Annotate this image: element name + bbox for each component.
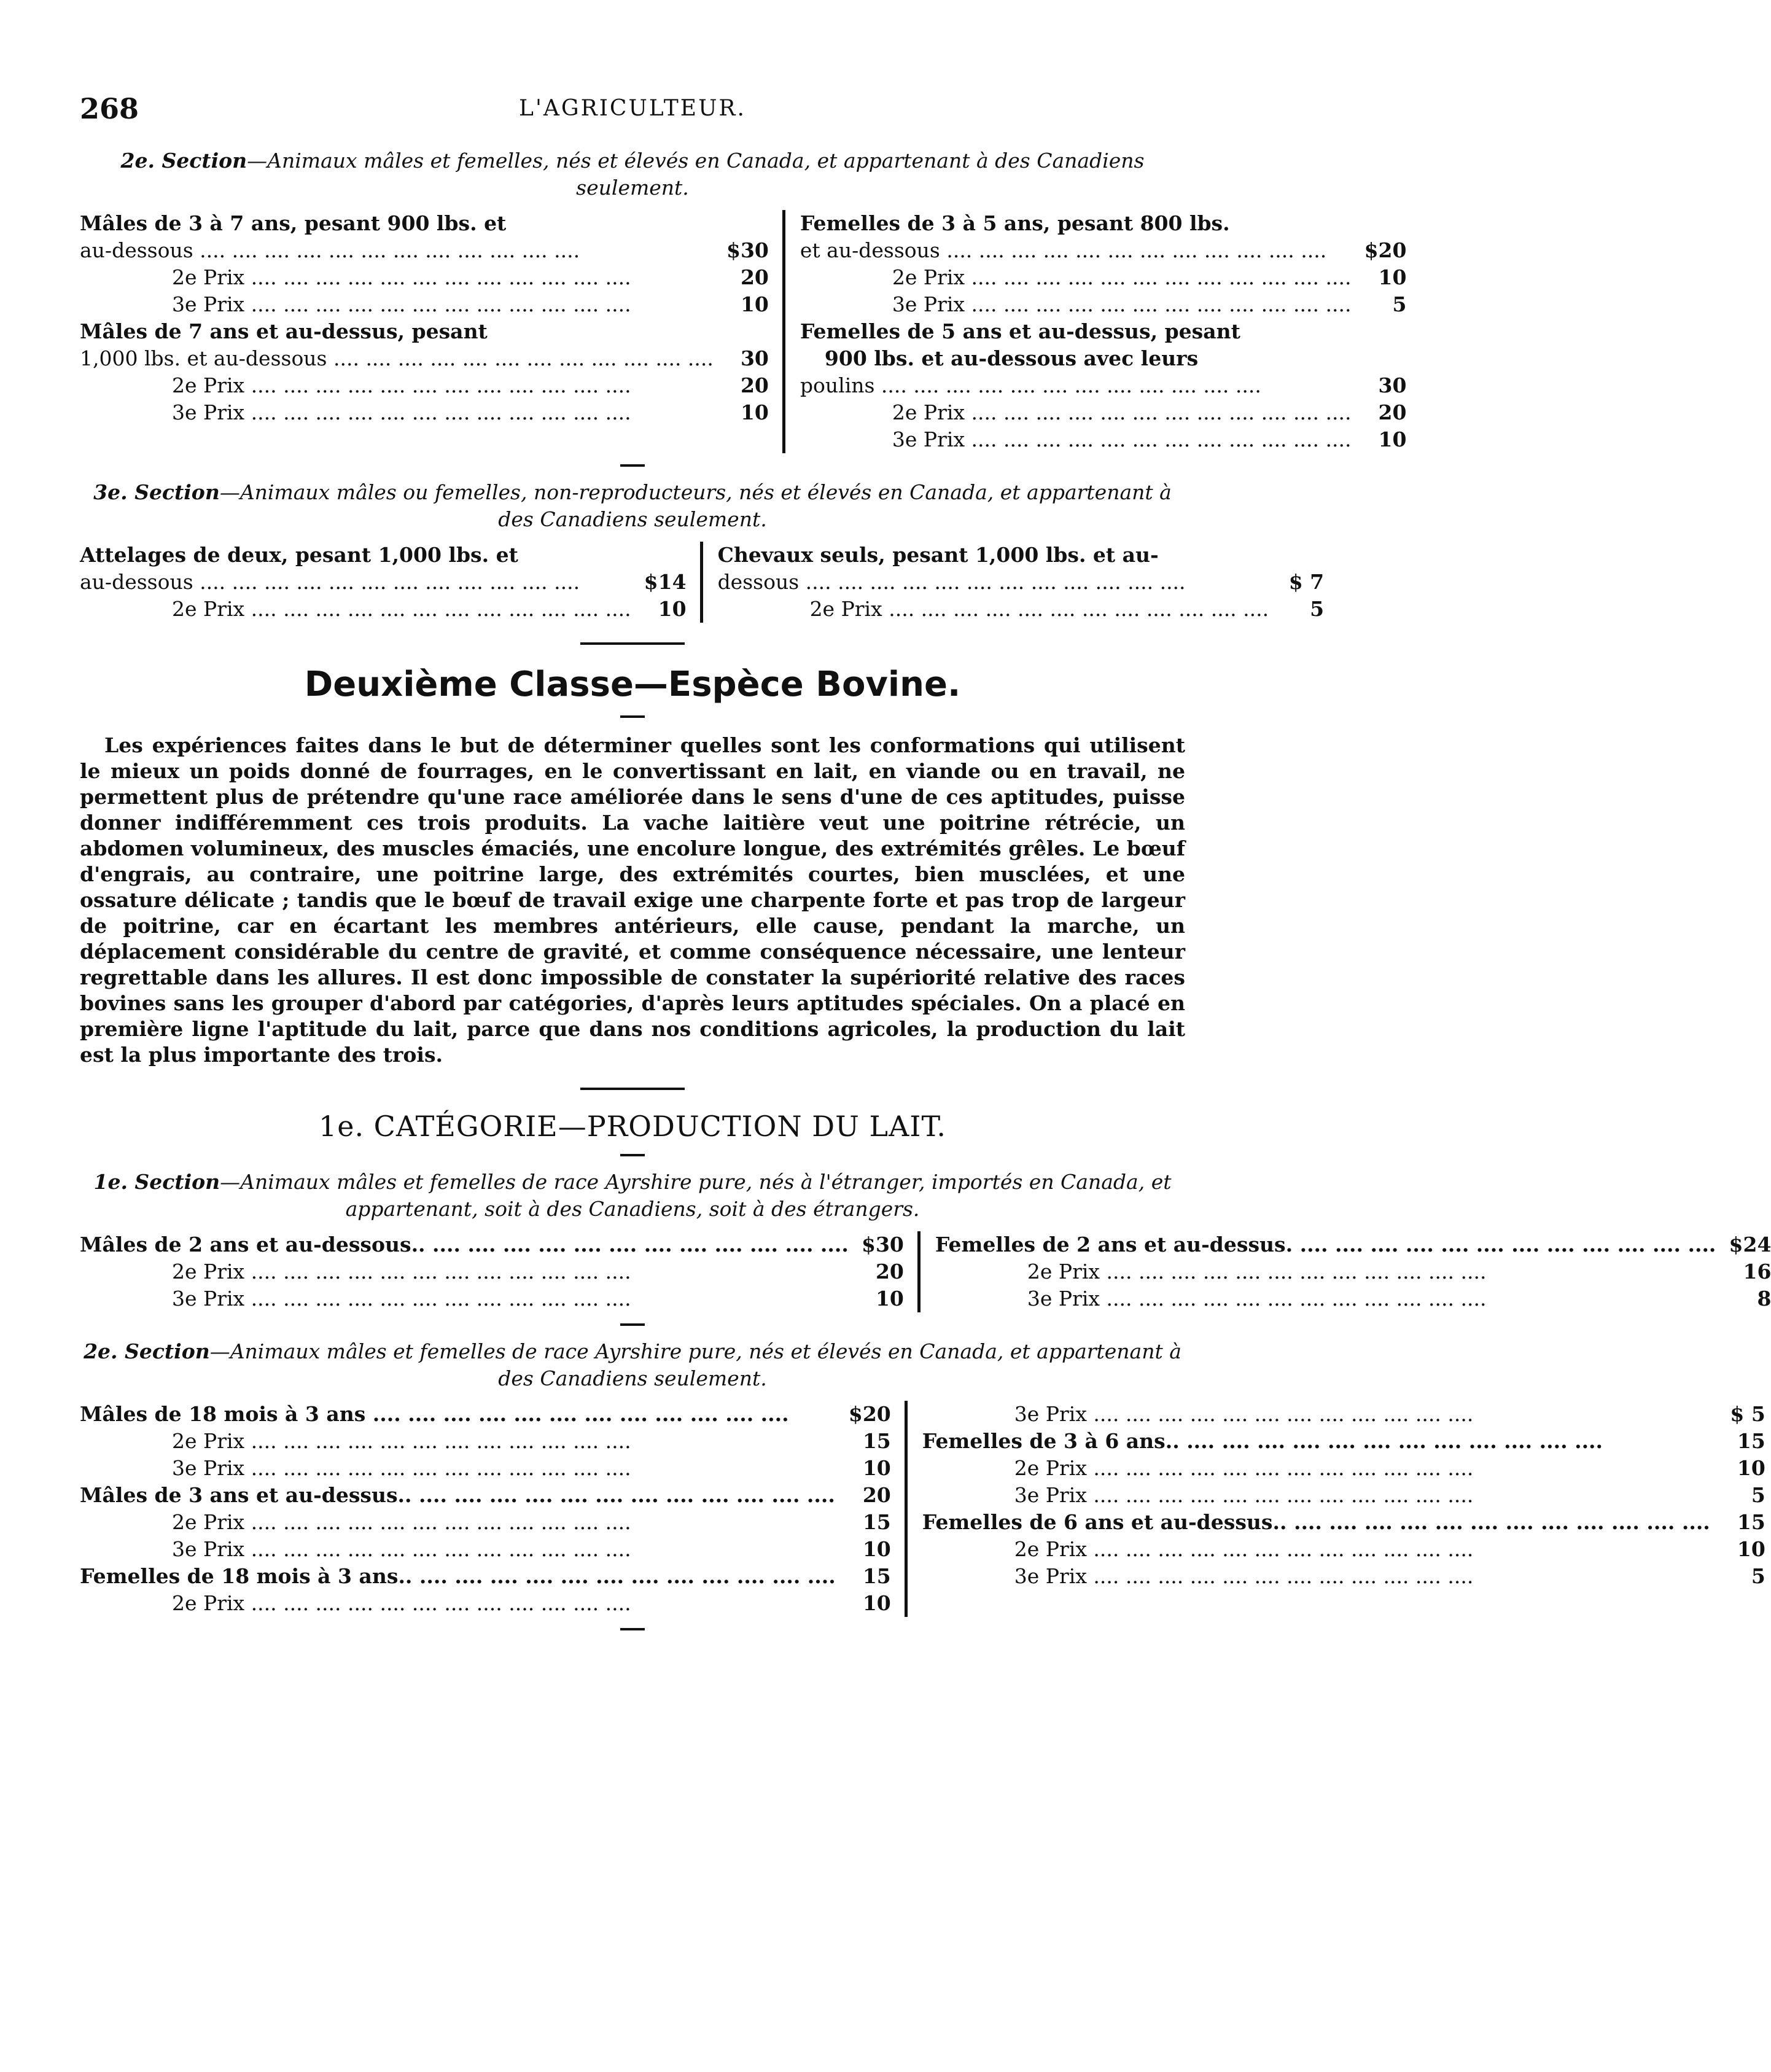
entry-description: Femelles de 5 ans et au-dessus, pesant bbox=[800, 319, 1240, 343]
prize-row bbox=[922, 1563, 1765, 1590]
prize-amount: 10 bbox=[875, 1287, 904, 1311]
section-number: 3e. Section bbox=[93, 480, 220, 504]
prize-row bbox=[80, 1428, 891, 1455]
prize-amount: 15 bbox=[862, 1510, 891, 1534]
prize-row bbox=[80, 1258, 904, 1285]
prize-row bbox=[80, 1285, 904, 1312]
prize-label: Mâles de 3 ans et au-dessus.. .... bbox=[80, 1482, 836, 1509]
prize-label: au-dessous .... bbox=[80, 569, 631, 596]
section-heading bbox=[80, 147, 1185, 201]
prize-amount: 8 bbox=[1757, 1287, 1771, 1311]
prize-row bbox=[80, 1509, 891, 1536]
entry-description: Attelages de deux, pesant 1,000 lbs. et bbox=[80, 543, 518, 567]
prize-label: 3e Prix .... bbox=[80, 399, 714, 426]
prize-row bbox=[800, 264, 1407, 291]
prize-amount: 15 bbox=[1737, 1510, 1765, 1534]
entry-description: Chevaux seuls, pesant 1,000 lbs. et au- bbox=[717, 543, 1159, 567]
prize-amount: 10 bbox=[740, 400, 769, 424]
prize-label: Femelles de 3 à 6 ans.. .... bbox=[922, 1428, 1710, 1455]
prize-amount: 10 bbox=[740, 292, 769, 316]
prize-amount: 10 bbox=[862, 1591, 891, 1615]
prize-row bbox=[80, 372, 769, 399]
prize-row bbox=[80, 1455, 891, 1482]
prize-amount: 30 bbox=[740, 346, 769, 370]
prize-row bbox=[935, 1258, 1771, 1285]
prize-row bbox=[922, 1428, 1765, 1455]
prize-label: 2e Prix .... bbox=[80, 1590, 836, 1617]
prize-column-left bbox=[80, 1401, 908, 1617]
prize-amount: 5 bbox=[1751, 1564, 1765, 1588]
page bbox=[80, 92, 1771, 1642]
prize-table bbox=[80, 1401, 1765, 1617]
prize-row bbox=[80, 345, 769, 372]
prize-label: poulins .... bbox=[800, 372, 1352, 399]
running-head bbox=[80, 92, 1185, 135]
prize-label: Femelles de 6 ans et au-dessus.. .... bbox=[922, 1509, 1710, 1536]
prize-label: 2e Prix .... bbox=[80, 1258, 849, 1285]
class-title: Deuxième Classe—Espèce Bovine. bbox=[304, 664, 961, 704]
prize-amount: $20 bbox=[1364, 238, 1407, 262]
divider bbox=[580, 642, 685, 645]
prize-label: 2e Prix .... bbox=[922, 1455, 1710, 1482]
prize-column-left bbox=[80, 1231, 921, 1312]
prize-amount: 20 bbox=[740, 265, 769, 289]
prize-row bbox=[800, 237, 1407, 264]
prize-row bbox=[800, 426, 1407, 453]
prize-label: 2e Prix .... bbox=[80, 596, 631, 623]
prize-label: 3e Prix .... bbox=[922, 1482, 1710, 1509]
divider bbox=[620, 1154, 645, 1156]
prize-label: Mâles de 18 mois à 3 ans .... bbox=[80, 1401, 836, 1428]
entry-description: Mâles de 3 à 7 ans, pesant 900 lbs. et bbox=[80, 211, 507, 235]
prize-amount: $ 5 bbox=[1730, 1402, 1765, 1426]
prize-row bbox=[800, 372, 1407, 399]
divider bbox=[620, 464, 645, 467]
prize-label: 3e Prix .... bbox=[80, 291, 714, 318]
prize-label: dessous .... bbox=[718, 569, 1269, 596]
prize-label: 2e Prix .... bbox=[800, 264, 1352, 291]
prize-amount: 20 bbox=[1378, 400, 1407, 424]
prize-label: 2e Prix .... bbox=[718, 596, 1269, 623]
prize-row bbox=[80, 291, 769, 318]
divider bbox=[620, 715, 645, 718]
prize-label: au-dessous .... bbox=[80, 237, 714, 264]
prize-label: 3e Prix .... bbox=[800, 426, 1352, 453]
prize-label: 2e Prix .... bbox=[80, 372, 714, 399]
prize-label: 3e Prix .... bbox=[800, 291, 1352, 318]
prize-amount: $20 bbox=[848, 1402, 891, 1426]
prize-label: 2e Prix .... bbox=[922, 1536, 1710, 1563]
prize-row bbox=[80, 1401, 891, 1428]
prize-row bbox=[935, 1285, 1771, 1312]
section-heading bbox=[80, 1169, 1185, 1223]
divider bbox=[620, 1628, 645, 1630]
prize-label: 3e Prix .... bbox=[935, 1285, 1716, 1312]
prize-amount: 16 bbox=[1743, 1260, 1771, 1283]
entry-description: Femelles de 3 à 5 ans, pesant 800 lbs. bbox=[800, 211, 1230, 235]
prize-amount: $30 bbox=[726, 238, 769, 262]
section-number: 2e. Section bbox=[84, 1339, 210, 1363]
prize-row bbox=[80, 264, 769, 291]
prize-amount: 15 bbox=[862, 1564, 891, 1588]
entry-description: Mâles de 7 ans et au-dessus, pesant bbox=[80, 319, 488, 343]
prize-row bbox=[80, 569, 687, 596]
prize-amount: 10 bbox=[1737, 1537, 1765, 1561]
prize-amount: 20 bbox=[740, 373, 769, 397]
prize-column-right bbox=[908, 1401, 1765, 1617]
prize-label: 2e Prix .... bbox=[80, 1509, 836, 1536]
prize-table bbox=[80, 210, 1407, 453]
prize-label: 2e Prix .... bbox=[800, 399, 1352, 426]
prize-row bbox=[718, 596, 1325, 623]
section-description: —Animaux mâles et femelles de race Ayrshire pure, nés à l'étranger, importés en Canada, et appartenant, soit à des Canadiens, soit à des étrangers. bbox=[220, 1170, 1172, 1221]
prize-amount: 20 bbox=[862, 1483, 891, 1507]
prize-amount: 15 bbox=[1737, 1429, 1765, 1453]
prize-row bbox=[80, 1482, 891, 1509]
prize-amount: 5 bbox=[1751, 1483, 1765, 1507]
prize-row bbox=[922, 1536, 1765, 1563]
prize-label: 1,000 lbs. et au-dessous .... bbox=[80, 345, 714, 372]
prize-row bbox=[80, 1536, 891, 1563]
prize-row bbox=[80, 237, 769, 264]
prize-amount: $30 bbox=[861, 1233, 904, 1256]
prize-label: 3e Prix .... bbox=[80, 1536, 836, 1563]
section-heading bbox=[80, 479, 1185, 533]
prize-amount: $14 bbox=[644, 570, 687, 594]
prize-column-right bbox=[921, 1231, 1771, 1312]
prize-column-right bbox=[785, 210, 1407, 453]
prize-label: 2e Prix .... bbox=[80, 1428, 836, 1455]
prize-label: 3e Prix .... bbox=[80, 1455, 836, 1482]
prize-amount: 10 bbox=[1737, 1456, 1765, 1480]
prize-table bbox=[80, 1231, 1771, 1312]
prize-table bbox=[80, 542, 1325, 623]
prize-amount: 5 bbox=[1392, 292, 1407, 316]
prize-amount: 10 bbox=[658, 597, 687, 621]
section-number: 2e. Section bbox=[120, 149, 247, 173]
page-number: 268 bbox=[80, 92, 139, 125]
prize-label: 3e Prix .... bbox=[922, 1401, 1710, 1428]
prize-amount: 30 bbox=[1378, 373, 1407, 397]
prize-row bbox=[80, 596, 687, 623]
prize-label: Femelles de 18 mois à 3 ans.. .... bbox=[80, 1563, 836, 1590]
prize-amount: 15 bbox=[862, 1429, 891, 1453]
prize-row bbox=[80, 1231, 904, 1258]
prize-column-left bbox=[80, 210, 785, 453]
prize-row bbox=[800, 291, 1407, 318]
prize-amount: 10 bbox=[862, 1537, 891, 1561]
prize-row bbox=[922, 1455, 1765, 1482]
prize-row bbox=[922, 1509, 1765, 1536]
prize-amount: 10 bbox=[1378, 427, 1407, 451]
prize-row bbox=[80, 399, 769, 426]
prize-label: 2e Prix .... bbox=[935, 1258, 1716, 1285]
prize-row bbox=[935, 1231, 1771, 1258]
prize-label: et au-dessous .... bbox=[800, 237, 1352, 264]
entry-description: 900 lbs. et au-dessous avec leurs bbox=[824, 346, 1199, 370]
prize-row bbox=[922, 1401, 1765, 1428]
section-description: —Animaux mâles et femelles de race Ayrshire pure, nés et élevés en Canada, et appartenant à des Canadiens seulement. bbox=[209, 1339, 1181, 1390]
prize-row bbox=[718, 569, 1325, 596]
prize-amount: $24 bbox=[1729, 1233, 1771, 1256]
journal-title: L'AGRICULTEUR. bbox=[519, 96, 746, 121]
prize-row bbox=[922, 1482, 1765, 1509]
section-heading bbox=[80, 1338, 1185, 1392]
prize-column-left bbox=[80, 542, 703, 623]
intro-paragraph: Les expériences faites dans le but de déterminer quelles sont les conformations qui utilisent le mieux un poids donné de fourrages, en le convertissant en lait, en viande ou en travail, ne permettent plus de prétendre qu'une race améliorée dans le sens d'une de ces aptitudes, puisse donner indifféremment ces trois produits. La vache laitière veut une poitrine rétrécie, un abdomen volumineux, des muscles émaciés, une encolure longue, des extrémités grêles. Le bœuf d'engrais, au contraire, une poitrine large, des extrémités courtes, bien musclées, et une ossature délicate ; tandis que le bœuf de travail exige une charpente forte et pas trop de largeur de poitrine, car en écartant les membres antérieurs, elle cause, pendant la marche, un déplacement considérable du centre de gravité, et comme conséquence nécessaire, une lenteur regrettable dans les allures. Il est donc impossible de constater la supériorité relative des races bovines sans les grouper d'abord par catégories, d'après leurs aptitudes spéciales. On a placé en première ligne l'aptitude du lait, parce que dans nos conditions agricoles, la production du lait est la plus importante des trois. bbox=[80, 733, 1185, 1067]
prize-label: 2e Prix .... bbox=[80, 264, 714, 291]
prize-column-right bbox=[703, 542, 1325, 623]
prize-row bbox=[800, 399, 1407, 426]
section-number: 1e. Section bbox=[93, 1170, 220, 1194]
prize-row bbox=[80, 1563, 891, 1590]
prize-label: Femelles de 2 ans et au-dessus. .... bbox=[935, 1231, 1716, 1258]
divider bbox=[620, 1323, 645, 1326]
prize-amount: 10 bbox=[862, 1456, 891, 1480]
prize-label: 3e Prix .... bbox=[922, 1563, 1710, 1590]
category-title: 1e. CATÉGORIE—PRODUCTION DU LAIT. bbox=[318, 1110, 947, 1143]
prize-amount: 5 bbox=[1310, 597, 1325, 621]
divider bbox=[580, 1088, 685, 1090]
prize-row bbox=[80, 1590, 891, 1617]
prize-amount: $ 7 bbox=[1288, 570, 1325, 594]
prize-label: Mâles de 2 ans et au-dessous.. .... bbox=[80, 1231, 849, 1258]
prize-amount: 10 bbox=[1378, 265, 1407, 289]
section-description: —Animaux mâles et femelles, nés et élevés en Canada, et appartenant à des Canadiens seulement. bbox=[247, 149, 1145, 200]
prize-label: 3e Prix .... bbox=[80, 1285, 849, 1312]
prize-amount: 20 bbox=[875, 1260, 904, 1283]
section-description: —Animaux mâles ou femelles, non-reproducteurs, nés et élevés en Canada, et appartenant à des Canadiens seulement. bbox=[219, 480, 1172, 531]
